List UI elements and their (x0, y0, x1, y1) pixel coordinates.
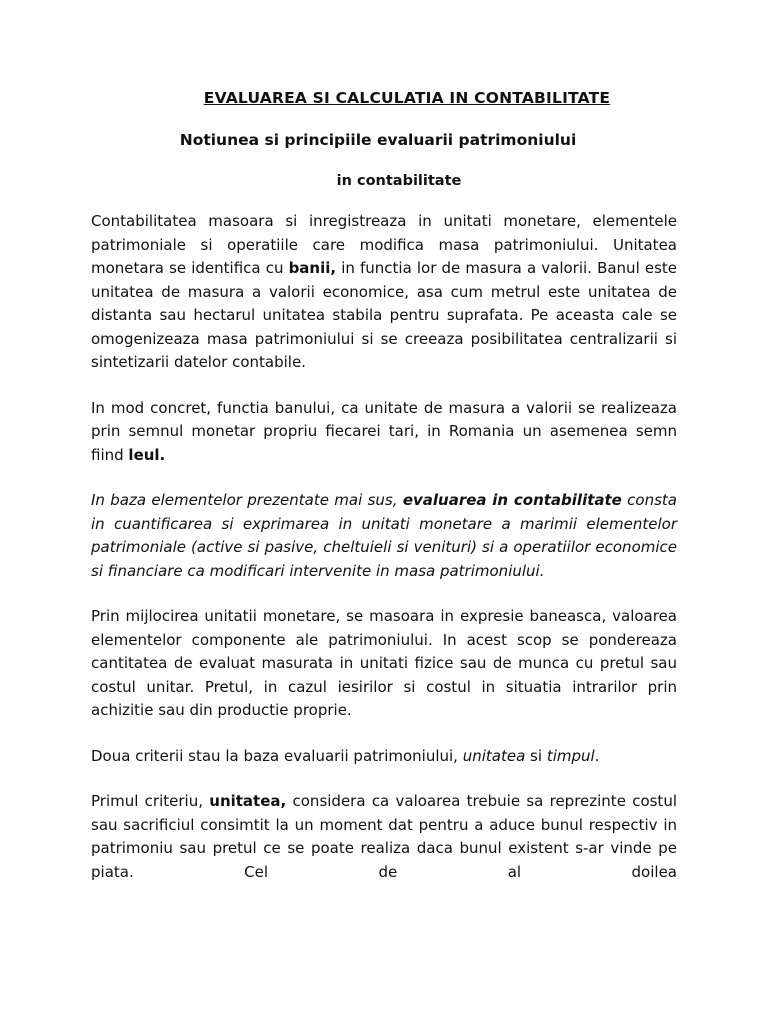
paragraph-6-text-c: considera ca valoarea trebuie sa reprezinte costul sau sacrificiul consimtit la un moment dat pentru a aduce bunul respectiv in patrimoniu sau pretul ce se poate realiza daca bunul existent s-ar vinde pe piata. Cel de al doilea (91, 792, 677, 881)
paragraph-5-text-a: Doua criterii stau la baza evaluarii patrimoniului, (91, 746, 463, 765)
paragraph-6-bold-unitatea: unitatea, (209, 792, 287, 810)
paragraph-2-text-a: In mod concret, functia banului, ca unitate de masura a valorii se realizeaza prin semnul monetar propriu fiecarei tari, in Romania un asemenea semn fiind (91, 398, 677, 464)
paragraph-2-bold-leul: leul. (128, 445, 166, 464)
paragraph-5-text-c: si (525, 746, 547, 765)
document-subtitle-continuation: in contabilitate (336, 173, 462, 189)
document-subtitle: Notiunea si principiile evaluarii patrimoniului (179, 131, 577, 149)
paragraph-6-text-a: Primul criteriu, (91, 792, 210, 810)
paragraph-3-text-c: consta in cuantificarea si exprimarea in unitati monetare a marimii elementelor patrimoniale (active si pasive, cheltuieli si venituri) si a operatiilor economice si financiare ca modificari intervenite in masa patrimoniului. (91, 491, 677, 580)
paragraph-1-text-c: in functia lor de masura a valorii. Banul este unitatea de masura a valorii economice, asa cum metrul este unitatea de distanta sau hectarul unitatea stabila pentru suprafata. Pe aceasta cale se omogenizeaza masa patrimoniului si se creeaza posibilitatea centralizarii si sintetizarii datelor contabile. (91, 259, 677, 371)
paragraph-5-italic-timpul: timpul (546, 746, 595, 765)
paragraph-2 (91, 397, 677, 468)
paragraph-5 (91, 745, 677, 769)
paragraph-3 (91, 489, 677, 583)
paragraph-5-italic-unitatea: unitatea (462, 746, 526, 765)
paragraph-1-bold-banii: banii, (288, 259, 337, 277)
paragraph-4: Prin mijlocirea unitatii monetare, se masoara in expresie baneasca, valoarea elementelor componente ale patrimoniului. In acest scop se pondereaza cantitatea de evaluat masurata in unitati fizice sau de munca cu pretul sau costul unitar. Pretul, in cazul iesirilor si costul in situatia intrarilor prin achizitie sau din productie proprie. (91, 607, 677, 719)
document-title: EVALUAREA SI CALCULATIA IN CONTABILITATE (203, 89, 611, 107)
paragraph-1-text-a: Contabilitatea masoara si inregistreaza in unitati monetare, elementele patrimoniale si operatiile care modifica masa patrimoniului. Unitatea monetara se identifica cu (91, 212, 677, 277)
paragraph-3-bold-evaluarea: evaluarea in contabilitate (402, 491, 622, 509)
document-body (91, 210, 677, 906)
paragraph-6 (91, 790, 677, 884)
paragraph-5-text-e: . (594, 746, 600, 765)
paragraph-1 (91, 210, 677, 375)
paragraph-3-text-a: In baza elementelor prezentate mai sus, (91, 491, 403, 509)
